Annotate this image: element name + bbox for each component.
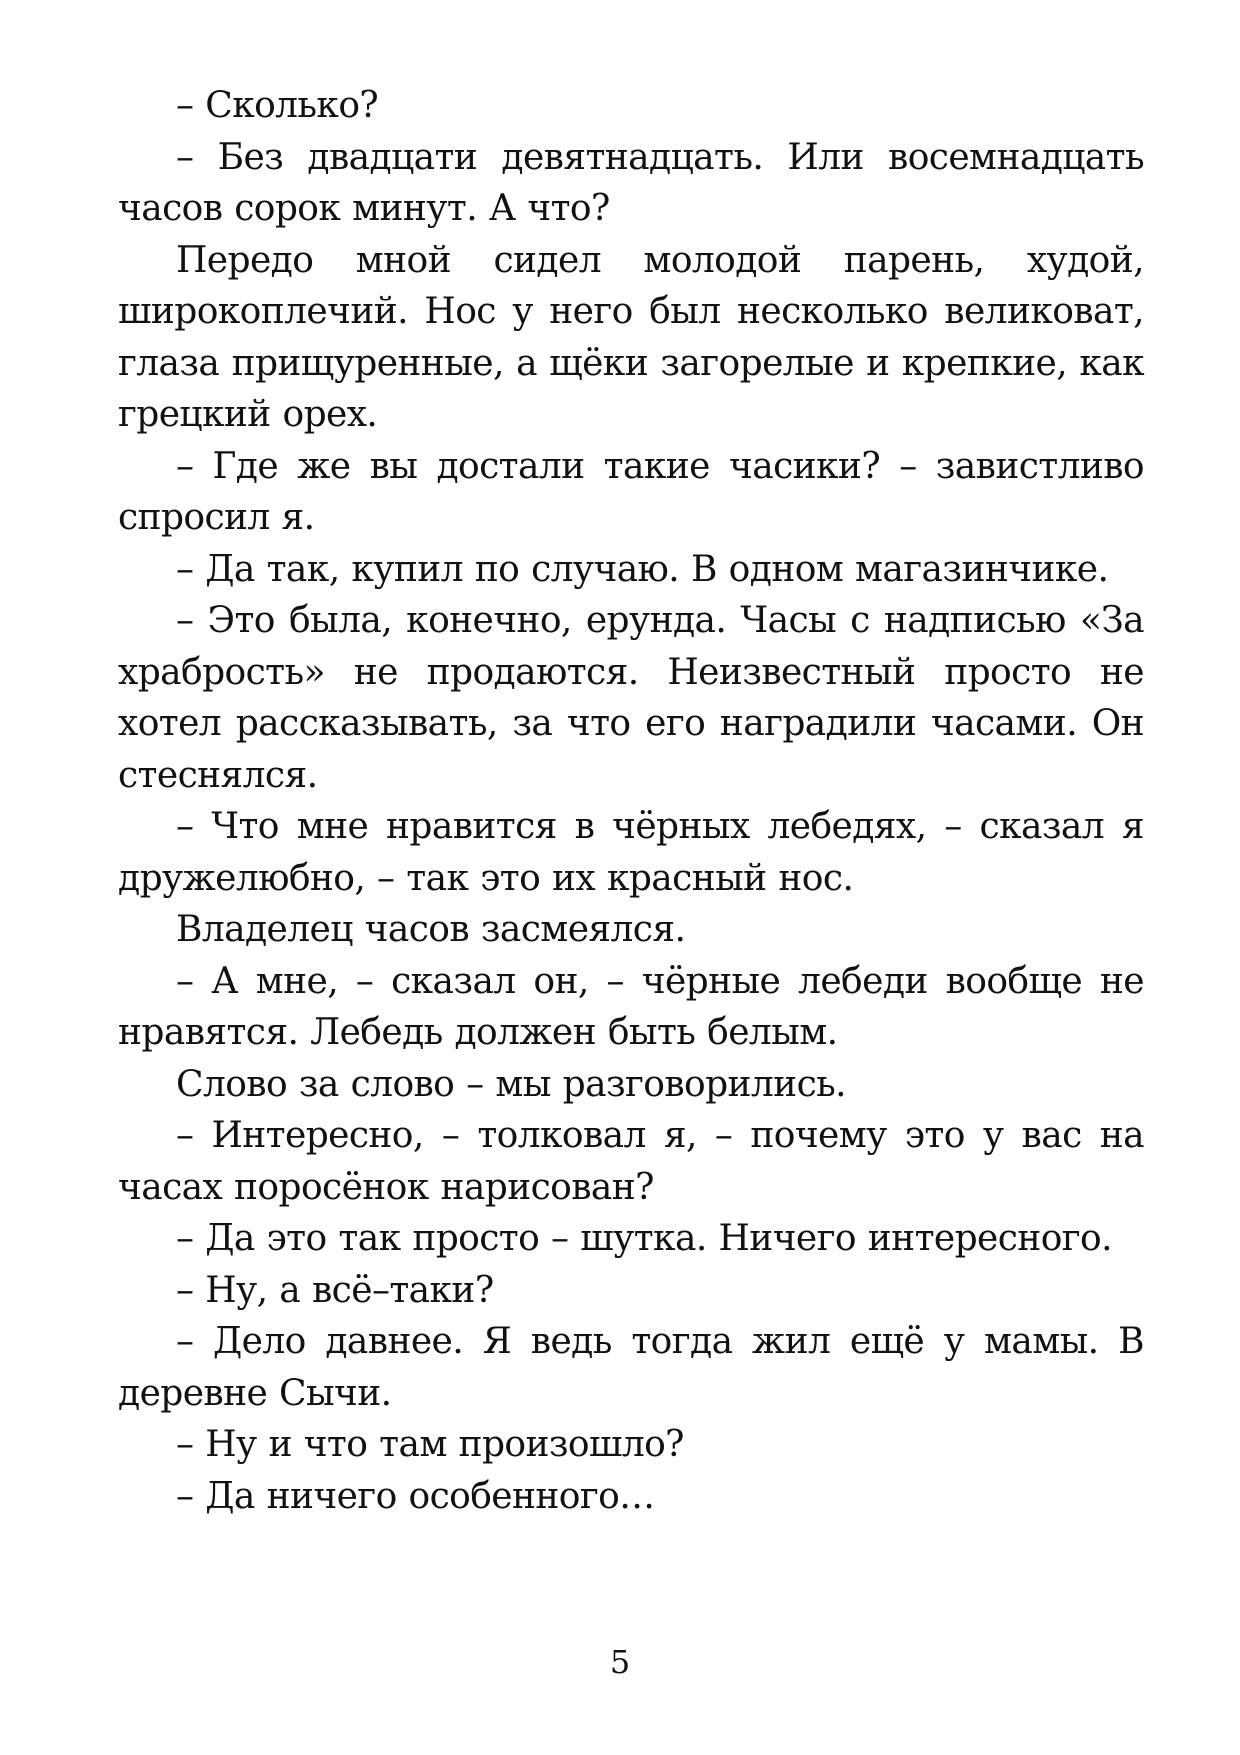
paragraph: – Сколько? — [176, 85, 379, 126]
paragraph: – Да так, купил по случаю. В одном магазинчике. — [176, 548, 1109, 590]
paragraph: – Ну и что там произошло? — [176, 1424, 684, 1465]
paragraph: – Интересно, – толковал я, – почему это у вас на часах поросёнок нарисован? — [118, 1115, 1144, 1208]
paragraph: – Ну, а всё–таки? — [176, 1269, 494, 1311]
paragraph: – А мне, – сказал он, – чёрные лебеди вообще не нравятся. Лебедь должен быть белым. — [118, 960, 1144, 1053]
page-number: 5 — [609, 1643, 631, 1681]
paragraph: Владелец часов засмеялся. — [176, 909, 686, 950]
body-text — [118, 80, 1144, 1522]
paragraph: – Да ничего особенного… — [176, 1475, 655, 1517]
paragraph: – Дело давнее. Я ведь тогда жил ещё у мамы. В деревне Сычи. — [118, 1321, 1144, 1414]
paragraph: – Это была, конечно, ерунда. Часы с надписью «За храбрость» не продаются. Неизвестный просто не хотел рассказывать, за что его наградили часами. Он стеснялся. — [118, 600, 1144, 796]
paragraph: Передо мной сидел молодой парень, худой, широкоплечий. Нос у него был несколько великоват, глаза прищуренные, а щёки загорелые и крепкие, как грецкий орех. — [118, 239, 1144, 435]
paragraph: – Без двадцати девятнадцать. Или восемнадцать часов сорок минут. А что? — [118, 136, 1144, 229]
paragraph: – Да это так просто – шутка. Ничего интересного. — [176, 1218, 1112, 1259]
paragraph: – Что мне нравится в чёрных лебедях, – сказал я дружелюбно, – так это их красный нос. — [118, 806, 1144, 899]
paragraph: – Где же вы достали такие часики? – завистливо спросил я. — [118, 445, 1144, 538]
paragraph: Слово за слово – мы разговорились. — [176, 1063, 846, 1105]
